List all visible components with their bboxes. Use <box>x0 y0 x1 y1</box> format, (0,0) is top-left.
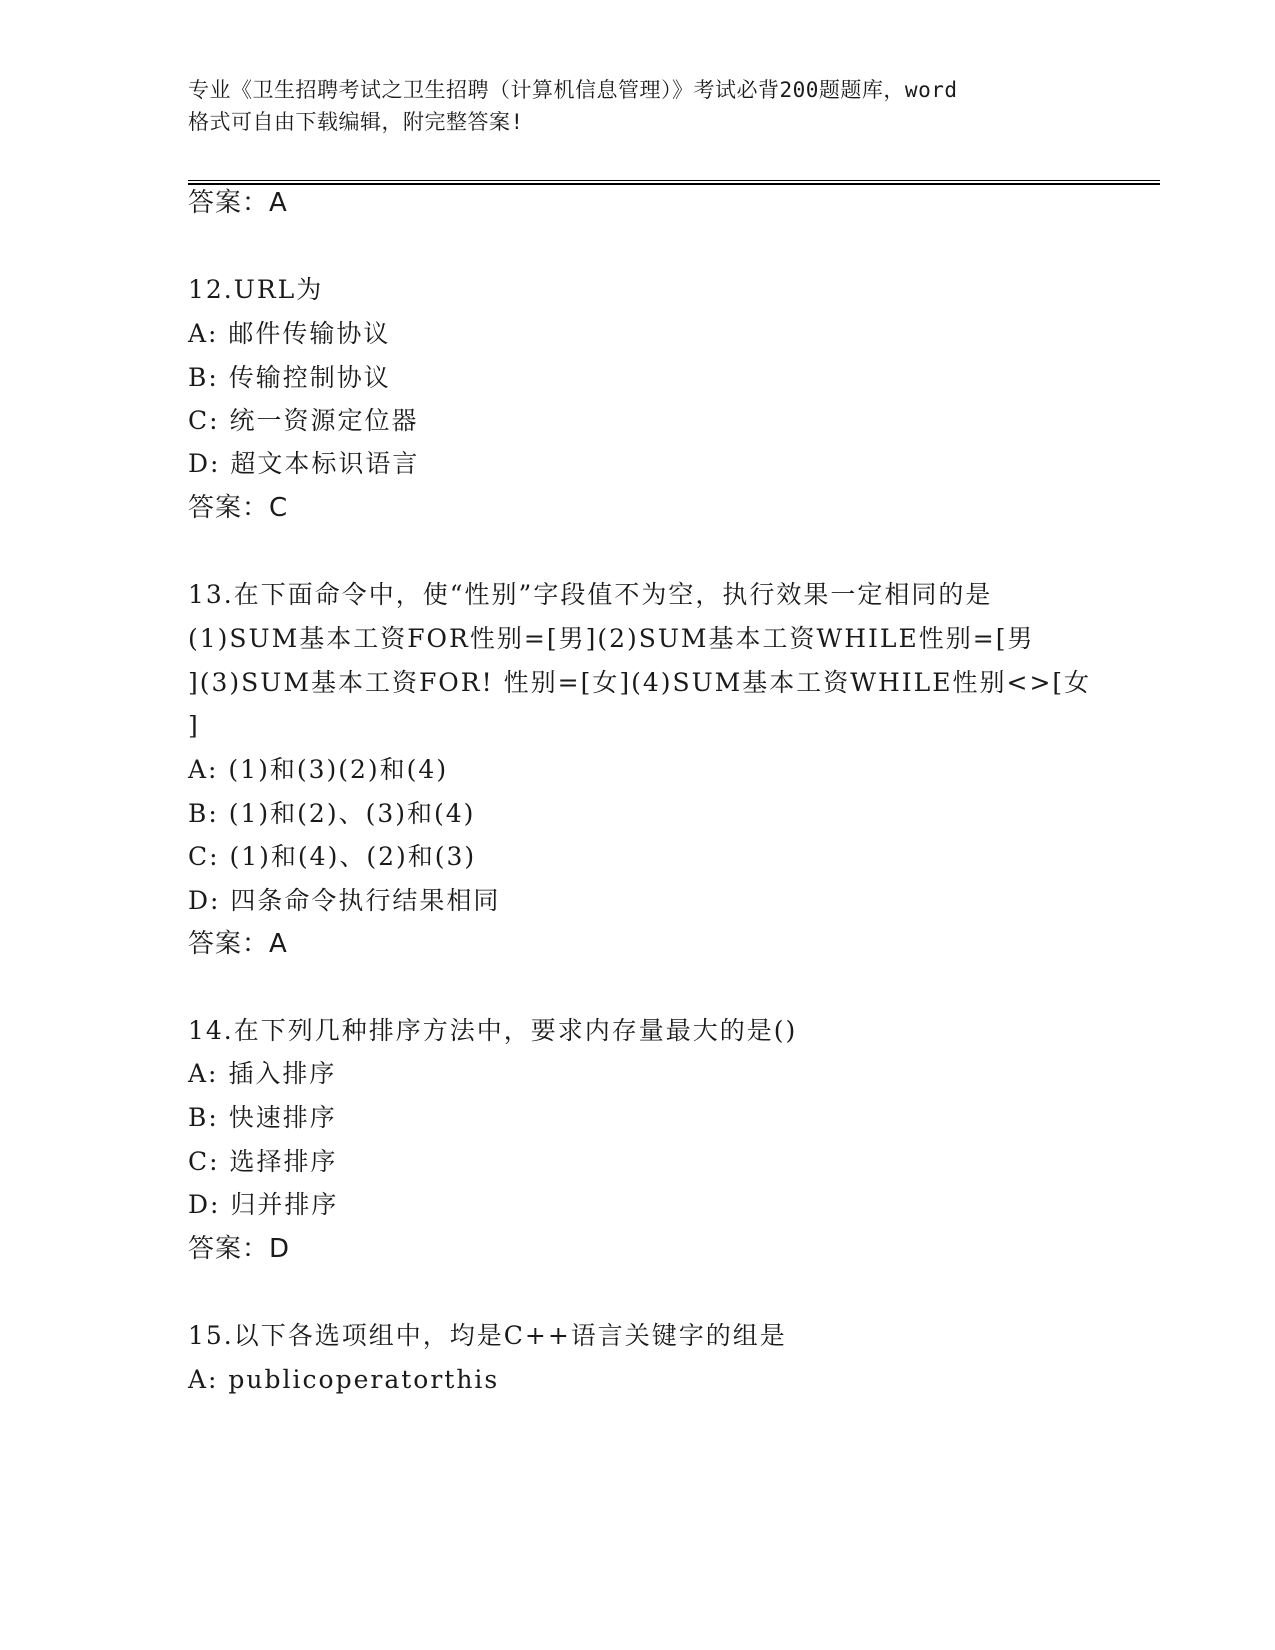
q13-option-b: B: (1)和(2)、(3)和(4) <box>188 799 476 828</box>
q13-question-line-4: ] <box>188 711 200 740</box>
q15-option-a: A: publicoperatorthis <box>188 1365 500 1394</box>
q14-question: 14.在下列几种排序方法中，要求内存量最大的是() <box>188 1016 798 1045</box>
header-line-2: 格式可自由下载编辑，附完整答案! <box>188 110 524 134</box>
q14-option-b: B: 快速排序 <box>188 1103 337 1132</box>
header-divider-thick <box>188 183 1160 185</box>
q13-question-line-1: 13.在下面命令中，使“性别”字段值不为空，执行效果一定相同的是 <box>188 580 993 609</box>
q12-option-b: B: 传输控制协议 <box>188 363 391 392</box>
q12-option-a: A: 邮件传输协议 <box>188 319 391 348</box>
q12-option-d: D: 超文本标识语言 <box>188 449 420 478</box>
q13-option-a: A: (1)和(3)(2)和(4) <box>188 755 449 784</box>
header-line-1: 专业《卫生招聘考试之卫生招聘（计算机信息管理）》考试必背200题题库，word <box>188 78 958 102</box>
q14-option-c: C: 选择排序 <box>188 1147 338 1176</box>
q13-answer: 答案：A <box>188 929 288 959</box>
q13-option-c: C: (1)和(4)、(2)和(3) <box>188 842 477 871</box>
q13-question-line-3: ](3)SUM基本工资FOR! 性别=[女](4)SUM基本工资WHILE性别<>[女 <box>188 668 1092 697</box>
answer-prev: 答案：A <box>188 188 288 218</box>
q12-option-c: C: 统一资源定位器 <box>188 406 419 435</box>
q14-option-d: D: 归并排序 <box>188 1190 339 1219</box>
q14-option-a: A: 插入排序 <box>188 1059 337 1088</box>
q13-question-line-2: (1)SUM基本工资FOR性别=[男](2)SUM基本工资WHILE性别=[男 <box>188 624 1035 653</box>
header-divider-thin <box>188 180 1160 181</box>
document-header <box>188 74 1088 138</box>
q13-option-d: D: 四条命令执行结果相同 <box>188 886 501 915</box>
q12-answer: 答案：C <box>188 493 289 523</box>
q15-question: 15.以下各选项组中，均是C++语言关键字的组是 <box>188 1321 787 1350</box>
q14-answer: 答案：D <box>188 1234 291 1264</box>
q12-question: 12.URL为 <box>188 275 324 304</box>
